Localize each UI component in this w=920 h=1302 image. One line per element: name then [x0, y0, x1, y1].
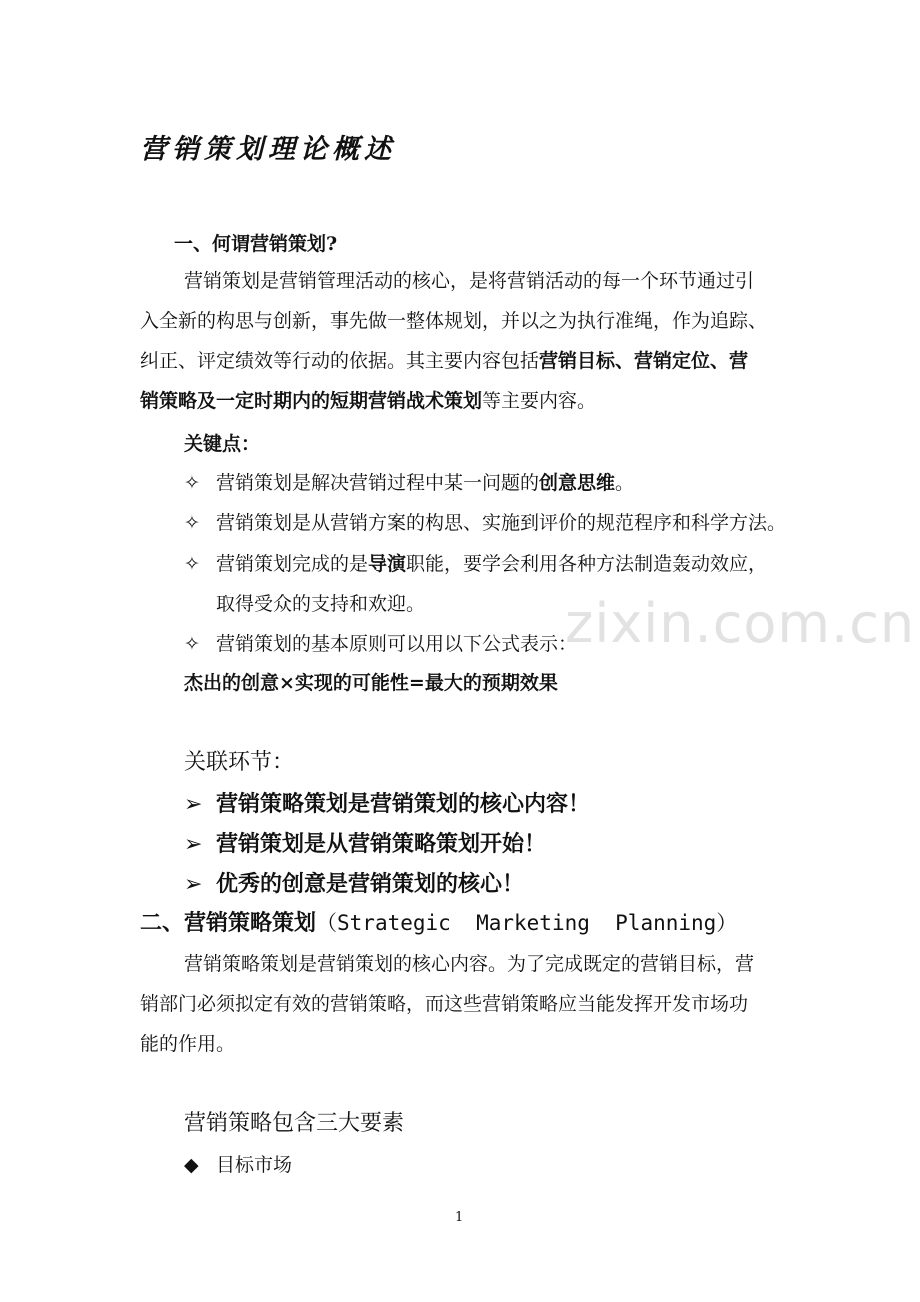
keypoints-label: 关键点： — [184, 433, 261, 455]
keypoint-item: ✧ 营销策划是解决营销过程中某一问题的创意思维。 — [184, 472, 635, 494]
section1-para-line-1: 营销策划是营销管理活动的核心，是将营销活动的每一个环节通过引 — [184, 270, 755, 292]
emphasis-text: 营销目标、营销定位、营 — [539, 350, 749, 372]
black-diamond-icon: ◆ — [184, 1154, 199, 1176]
page-number: 1 — [455, 1210, 464, 1225]
keypoint-item: ✧ 营销策划是从营销方案的构思、实施到评价的规范程序和科学方法。 — [184, 512, 787, 534]
section1-heading: 一、何谓营销策划? — [174, 233, 338, 255]
element-item: ◆ 目标市场 — [184, 1154, 293, 1176]
elements-heading: 营销策略包含三大要素 — [184, 1111, 405, 1136]
star-outline-icon: ✧ — [184, 553, 200, 575]
links-label: 关联环节： — [184, 750, 295, 775]
section2-para-line-3: 能的作用。 — [140, 1033, 236, 1055]
section2-para-line-1: 营销策略策划是营销策划的核心内容。为了完成既定的营销目标，营 — [184, 953, 755, 975]
keypoint-item: ✧ 营销策划的基本原则可以用以下公式表示： — [184, 633, 578, 655]
link-item: ➢ 营销策略策划是营销策划的核心内容！ — [184, 792, 591, 817]
star-outline-icon: ✧ — [184, 512, 200, 534]
section1-para-line-3: 纠正、评定绩效等行动的依据。其主要内容包括营销目标、营销定位、营 — [140, 350, 749, 372]
link-item: ➢ 营销策划是从营销策略策划开始！ — [184, 832, 547, 857]
keypoint-continuation: 取得受众的支持和欢迎。 — [216, 593, 426, 615]
formula: 杰出的创意×实现的可能性=最大的预期效果 — [184, 672, 558, 694]
document-title: 营销策划理论概述 — [140, 134, 396, 165]
arrowhead-icon: ➢ — [184, 832, 203, 857]
section1-para-line-4: 销策略及一定时期内的短期营销战术策划等主要内容。 — [140, 390, 597, 412]
keypoint-item: ✧ 营销策划完成的是导演职能，要学会利用各种方法制造轰动效应， — [184, 553, 768, 575]
section2-heading: 二、营销策略策划（Strategic Marketing Planning） — [140, 911, 738, 936]
star-outline-icon: ✧ — [184, 633, 200, 655]
arrowhead-icon: ➢ — [184, 872, 203, 897]
section1-para-line-2: 入全新的构思与创新，事先做一整体规划，并以之为执行准绳，作为追踪、 — [140, 310, 768, 332]
star-outline-icon: ✧ — [184, 472, 200, 494]
link-item: ➢ 优秀的创意是营销策划的核心！ — [184, 872, 525, 897]
watermark: zixin.com.cn — [565, 592, 916, 655]
arrowhead-icon: ➢ — [184, 792, 203, 817]
section2-para-line-2: 销部门必须拟定有效的营销策略，而这些营销策略应当能发挥开发市场功 — [140, 993, 749, 1015]
emphasis-text: 销策略及一定时期内的短期营销战术策划 — [140, 390, 483, 412]
